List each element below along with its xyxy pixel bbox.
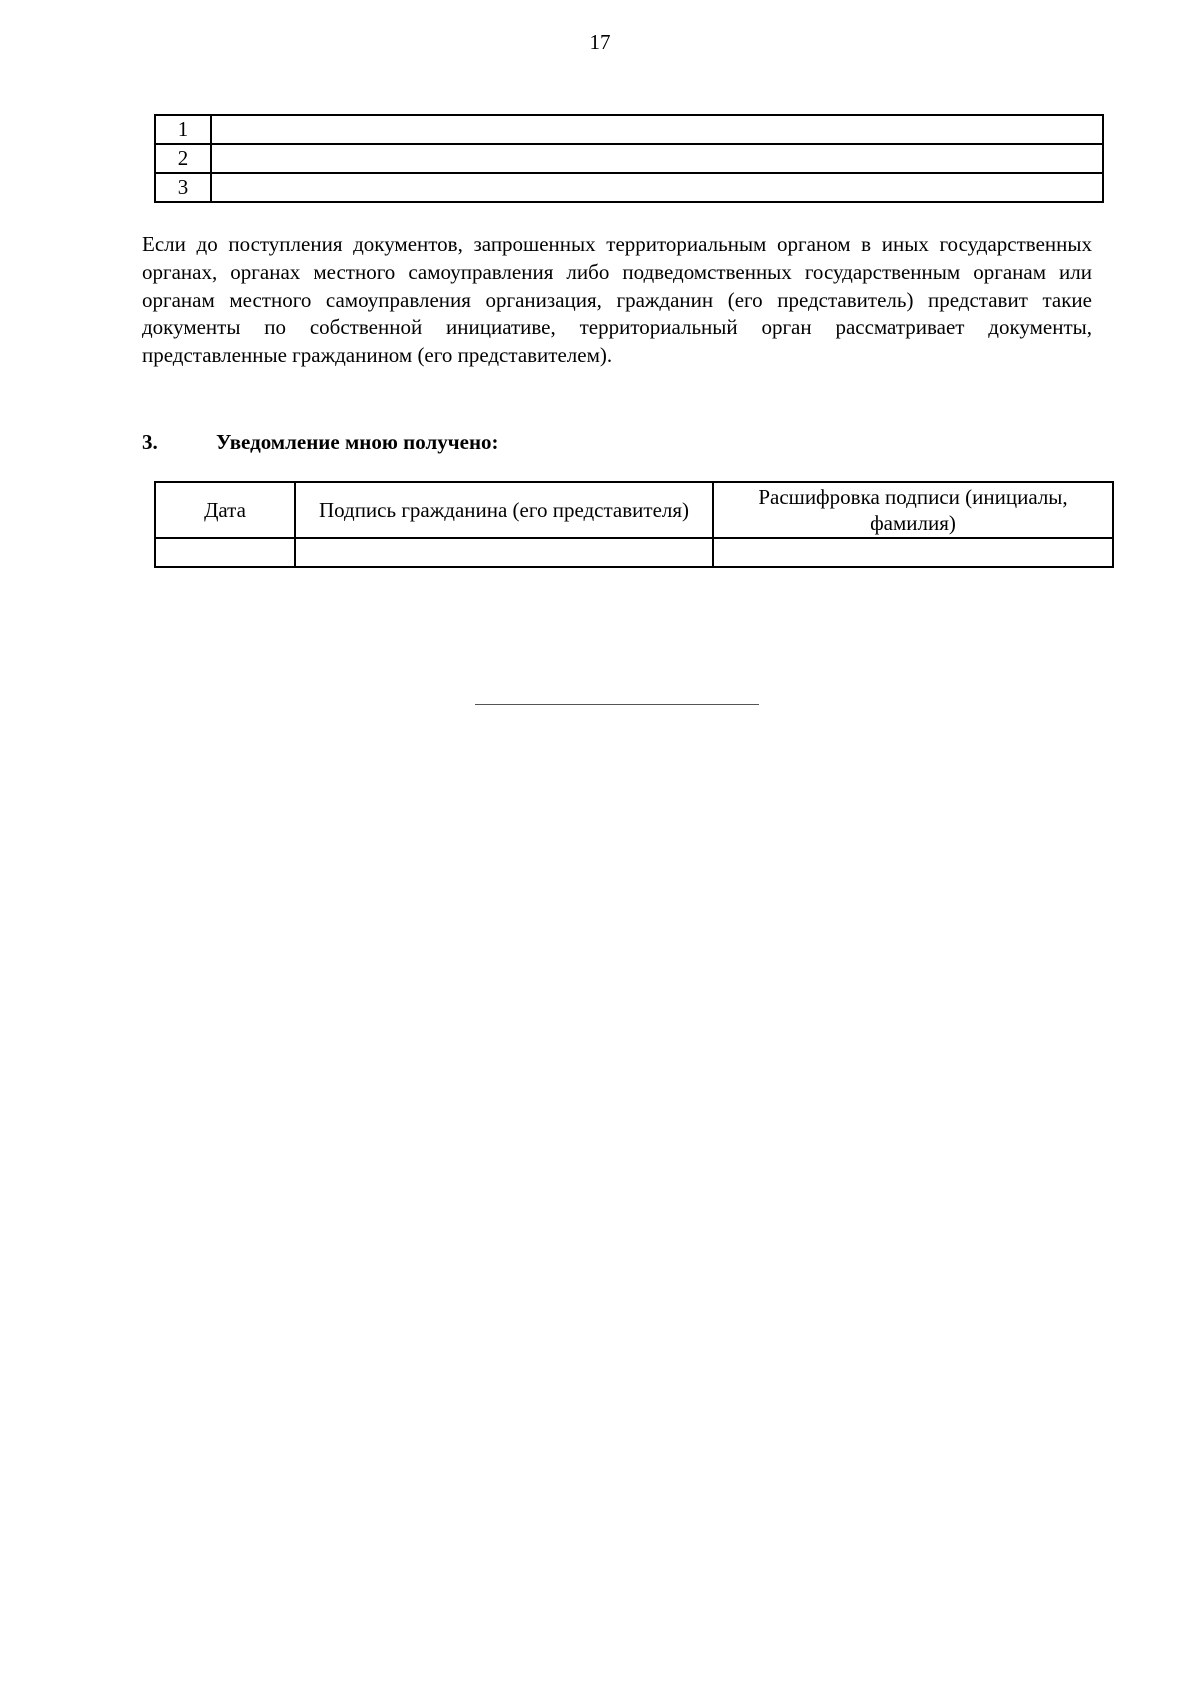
signature-cell [295,538,713,567]
row-text-cell [211,173,1103,202]
header-signature: Подпись гражданина (его представителя) [295,482,713,538]
table-row [155,538,1113,567]
row-number-cell: 1 [155,115,211,144]
table-row [155,144,1103,173]
divider-line [475,704,759,705]
table-row [155,173,1103,202]
signature-decoding-cell [713,538,1113,567]
section-title: Уведомление мною получено: [216,430,499,454]
row-number-cell: 3 [155,173,211,202]
row-text-cell [211,115,1103,144]
row-text-cell [211,144,1103,173]
notice-table [154,481,1114,568]
body-paragraph: Если до поступления документов, запрошенных территориальным органом в иных государственных органах, органах местного самоуправления либо подведомственных государственным органам или органам местного самоуправления организация, гражданин (его представитель) представит такие документы по собственной инициативе, территориальный орган рассматривает документы, представленные гражданином (его представителем). [142,232,1092,368]
section-number: 3. [142,430,158,454]
header-signature-decoding: Расшифровка подписи (инициалы, фамилия) [713,482,1113,538]
table-header-row [155,482,1113,538]
numbered-table [154,114,1104,203]
page-number: 17 [589,30,611,54]
table-row [155,115,1103,144]
header-date: Дата [155,482,295,538]
row-number-cell: 2 [155,144,211,173]
date-cell [155,538,295,567]
